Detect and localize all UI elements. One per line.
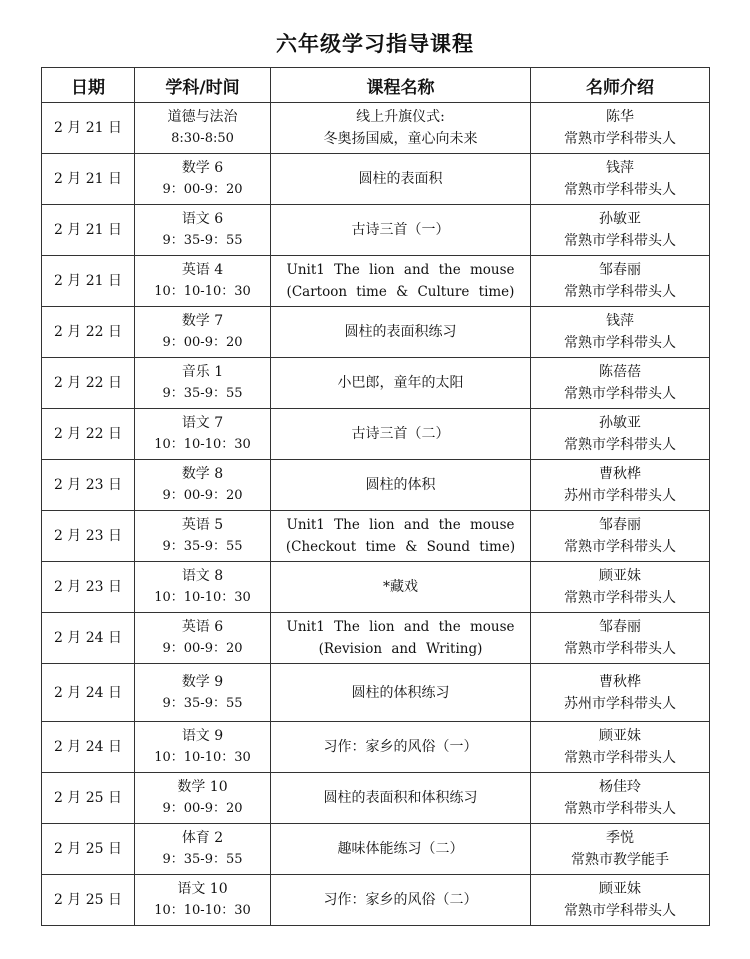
teacher-name: 季悦 (606, 830, 634, 846)
time-range: 9：00-9：20 (162, 488, 243, 503)
time-range: 10：10-10：30 (154, 284, 251, 299)
cell-subject-time (135, 460, 271, 511)
teacher-role: 常熟市学科带头人 (564, 233, 676, 249)
time-range: 9：35-9：55 (162, 852, 243, 867)
cell-course-name (271, 511, 531, 562)
cell-course-name (271, 154, 531, 205)
cell-course-name (271, 205, 531, 256)
subject-name: 语文 8 (181, 568, 224, 584)
teacher-role: 常熟市学科带头人 (564, 386, 676, 402)
table-row (42, 562, 710, 613)
teacher-name: 邹春丽 (599, 517, 641, 533)
teacher-name: 孙敏亚 (599, 211, 641, 227)
cell-subject-time (135, 773, 271, 824)
table-row (42, 664, 710, 722)
teacher-name: 孙敏亚 (599, 415, 641, 431)
subject-name: 数学 9 (181, 673, 224, 690)
course-line: 古诗三首（一） (351, 222, 450, 238)
cell-teacher (531, 722, 710, 773)
subject-name: 语文 6 (181, 211, 224, 227)
table-row (42, 205, 710, 256)
cell-date: 2 月 22 日 (42, 307, 135, 358)
course-line: 习作：家乡的风俗（一） (323, 739, 478, 755)
teacher-name: 邹春丽 (599, 619, 641, 635)
subject-name: 英语 6 (181, 619, 224, 635)
teacher-name: 钱萍 (606, 160, 634, 176)
teacher-name: 顾亚妹 (599, 568, 641, 584)
subject-name: 音乐 1 (181, 364, 224, 380)
subject-name: 数学 8 (181, 466, 224, 482)
subject-name: 数学 7 (181, 313, 224, 329)
table-row (42, 613, 710, 664)
cell-teacher (531, 154, 710, 205)
course-line: 趣味体能练习（二） (337, 841, 464, 857)
course-line: 冬奥扬国威，童心向未来 (323, 131, 478, 147)
cell-teacher (531, 511, 710, 562)
course-line: 圆柱的体积 (365, 477, 436, 493)
time-range: 9：35-9：55 (162, 539, 243, 554)
cell-teacher (531, 103, 710, 154)
time-range: 9：35-9：55 (162, 695, 243, 711)
cell-date: 2 月 25 日 (42, 824, 135, 875)
subject-name: 道德与法治 (167, 109, 238, 125)
teacher-name: 顾亚妹 (599, 881, 641, 897)
cell-date: 2 月 24 日 (42, 722, 135, 773)
schedule-table (41, 67, 710, 926)
cell-date: 2 月 23 日 (42, 460, 135, 511)
teacher-name: 陈蓓蓓 (599, 364, 641, 380)
cell-teacher (531, 562, 710, 613)
teacher-role: 常熟市学科带头人 (564, 284, 676, 300)
cell-date: 2 月 22 日 (42, 409, 135, 460)
cell-subject-time (135, 409, 271, 460)
cell-course-name (271, 307, 531, 358)
teacher-role: 苏州市学科带头人 (564, 488, 676, 504)
table-row (42, 875, 710, 926)
cell-subject-time (135, 824, 271, 875)
subject-name: 英语 5 (181, 517, 224, 533)
table-row (42, 824, 710, 875)
subject-name: 数学 10 (177, 779, 228, 795)
course-line: Unit1 The lion and the mouse (286, 619, 515, 635)
teacher-role: 常熟市学科带头人 (564, 590, 676, 606)
cell-course-name (271, 664, 531, 722)
teacher-role: 常熟市学科带头人 (564, 182, 676, 198)
cell-teacher (531, 664, 710, 722)
cell-date: 2 月 21 日 (42, 205, 135, 256)
teacher-role: 常熟市学科带头人 (564, 801, 676, 817)
table-row (42, 722, 710, 773)
cell-course-name (271, 562, 531, 613)
cell-teacher (531, 460, 710, 511)
cell-course-name (271, 460, 531, 511)
teacher-name: 曹秋桦 (599, 466, 641, 482)
cell-subject-time (135, 562, 271, 613)
header-subject-time: 学科/时间 (135, 68, 271, 103)
course-line: (Checkout time & Sound time) (285, 539, 516, 555)
course-line: *藏戏 (383, 579, 418, 595)
cell-teacher (531, 613, 710, 664)
header-teacher-intro: 名师介绍 (531, 68, 710, 103)
table-header-row (42, 68, 710, 103)
cell-subject-time (135, 511, 271, 562)
cell-subject-time (135, 103, 271, 154)
teacher-role: 常熟市学科带头人 (564, 539, 676, 555)
cell-teacher (531, 773, 710, 824)
course-line: 圆柱的表面积和体积练习 (323, 790, 478, 806)
teacher-role: 常熟市学科带头人 (564, 903, 676, 919)
table-row (42, 154, 710, 205)
time-range: 10：10-10：30 (154, 590, 251, 605)
course-line: 线上升旗仪式: (356, 109, 445, 125)
time-range: 9：00-9：20 (162, 801, 243, 816)
time-range: 10：10-10：30 (154, 903, 251, 918)
table-row (42, 307, 710, 358)
cell-date: 2 月 23 日 (42, 562, 135, 613)
cell-course-name (271, 722, 531, 773)
cell-subject-time (135, 307, 271, 358)
teacher-name: 顾亚妹 (599, 728, 641, 744)
cell-course-name (271, 875, 531, 926)
time-range: 9：35-9：55 (162, 233, 243, 248)
time-range: 10：10-10：30 (154, 437, 251, 452)
time-range: 8:30-8:50 (171, 131, 234, 146)
cell-subject-time (135, 256, 271, 307)
header-date: 日期 (42, 68, 135, 103)
teacher-role: 常熟市学科带头人 (564, 335, 676, 351)
cell-date: 2 月 21 日 (42, 103, 135, 154)
cell-subject-time (135, 664, 271, 722)
teacher-name: 邹春丽 (599, 262, 641, 278)
course-line: Unit1 The lion and the mouse (286, 262, 515, 278)
course-line: 圆柱的表面积 (358, 171, 443, 187)
teacher-role: 常熟市教学能手 (571, 852, 669, 868)
schedule-body (42, 103, 710, 926)
cell-teacher (531, 205, 710, 256)
teacher-name: 曹秋桦 (599, 673, 641, 690)
course-line: 习作：家乡的风俗（二） (323, 892, 478, 908)
cell-date: 2 月 22 日 (42, 358, 135, 409)
course-line: 圆柱的表面积练习 (344, 324, 457, 340)
header-course-name: 课程名称 (271, 68, 531, 103)
table-row (42, 409, 710, 460)
subject-name: 语文 7 (181, 415, 224, 431)
table-row (42, 773, 710, 824)
cell-date: 2 月 21 日 (42, 154, 135, 205)
cell-course-name (271, 824, 531, 875)
course-line: (Cartoon time & Culture time) (286, 284, 515, 300)
teacher-role: 常熟市学科带头人 (564, 641, 676, 657)
teacher-role: 常熟市学科带头人 (564, 131, 676, 147)
course-line: (Revision and Writing) (318, 641, 483, 657)
course-line: Unit1 The lion and the mouse (286, 517, 515, 533)
cell-date: 2 月 24 日 (42, 664, 135, 722)
cell-date: 2 月 21 日 (42, 256, 135, 307)
table-row (42, 103, 710, 154)
cell-teacher (531, 256, 710, 307)
teacher-name: 陈华 (606, 109, 634, 125)
subject-name: 数学 6 (181, 160, 224, 176)
cell-subject-time (135, 722, 271, 773)
cell-subject-time (135, 154, 271, 205)
subject-name: 英语 4 (181, 262, 224, 278)
cell-subject-time (135, 205, 271, 256)
time-range: 10：10-10：30 (154, 750, 251, 765)
time-range: 9：00-9：20 (162, 182, 243, 197)
teacher-name: 杨佳玲 (599, 779, 641, 795)
subject-name: 体育 2 (181, 830, 224, 846)
cell-date: 2 月 25 日 (42, 875, 135, 926)
cell-course-name (271, 358, 531, 409)
time-range: 9：00-9：20 (162, 335, 243, 350)
teacher-name: 钱萍 (606, 313, 634, 329)
page-title: 六年级学习指导课程 (276, 32, 474, 56)
cell-date: 2 月 24 日 (42, 613, 135, 664)
cell-teacher (531, 409, 710, 460)
time-range: 9：35-9：55 (162, 386, 243, 401)
cell-course-name (271, 773, 531, 824)
cell-teacher (531, 875, 710, 926)
table-row (42, 358, 710, 409)
table-row (42, 460, 710, 511)
subject-name: 语文 10 (177, 881, 228, 897)
course-line: 小巴郎，童年的太阳 (337, 375, 464, 391)
cell-subject-time (135, 875, 271, 926)
cell-teacher (531, 358, 710, 409)
cell-teacher (531, 307, 710, 358)
course-line: 古诗三首（二） (351, 426, 450, 442)
course-line: 圆柱的体积练习 (351, 684, 450, 701)
cell-date: 2 月 23 日 (42, 511, 135, 562)
teacher-role: 苏州市学科带头人 (564, 695, 676, 712)
subject-name: 语文 9 (181, 728, 224, 744)
cell-subject-time (135, 613, 271, 664)
teacher-role: 常熟市学科带头人 (564, 437, 676, 453)
cell-subject-time (135, 358, 271, 409)
table-row (42, 511, 710, 562)
teacher-role: 常熟市学科带头人 (564, 750, 676, 766)
table-row (42, 256, 710, 307)
time-range: 9：00-9：20 (162, 641, 243, 656)
cell-teacher (531, 824, 710, 875)
cell-course-name (271, 256, 531, 307)
cell-course-name (271, 103, 531, 154)
cell-course-name (271, 409, 531, 460)
cell-course-name (271, 613, 531, 664)
cell-date: 2 月 25 日 (42, 773, 135, 824)
